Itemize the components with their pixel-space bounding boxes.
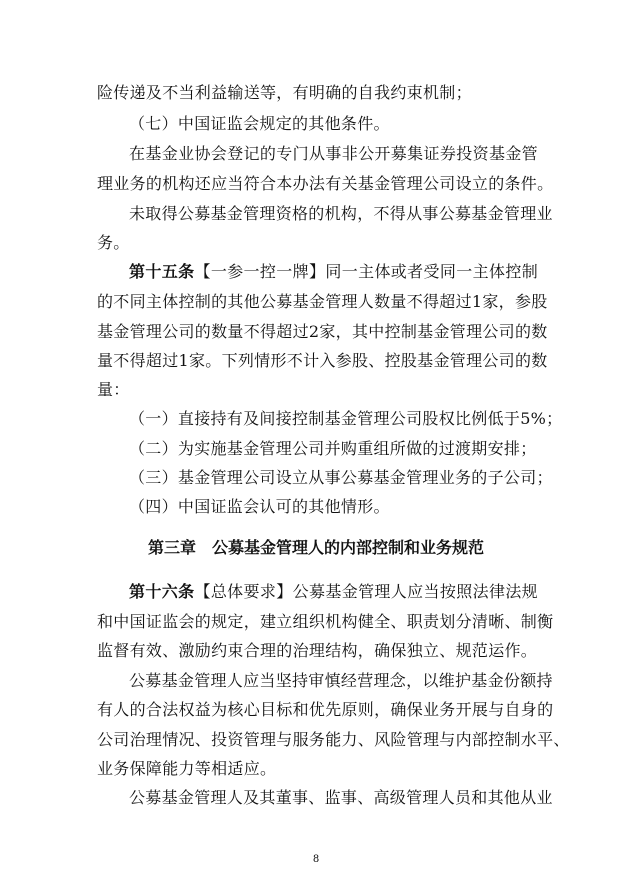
text-line: 公募基金管理人应当坚持审慎经营理念，以维护基金份额持 bbox=[129, 671, 553, 690]
article-text: 同一主体或者受同一主体控制 bbox=[325, 262, 539, 281]
text-line: 公募基金管理人及其董事、监事、高级管理人员和其他从业 bbox=[129, 788, 553, 807]
text-line: 量： bbox=[97, 380, 130, 399]
list-item: （七）中国证监会规定的其他条件。 bbox=[129, 114, 390, 133]
chapter-heading: 第三章 公募基金管理人的内部控制和业务规范 bbox=[147, 538, 484, 557]
text-line: 理业务的机构还应当符合本办法有关基金管理公司设立的条件。 bbox=[97, 174, 554, 193]
article-16-first-line bbox=[129, 580, 538, 604]
article-text: 公募基金管理人应当按照法律法规 bbox=[292, 582, 538, 601]
text-line: 务。 bbox=[97, 233, 130, 252]
text-line: 业务保障能力等相适应。 bbox=[97, 759, 277, 778]
text-line: 基金管理公司的数量不得超过2家，其中控制基金管理公司的数 bbox=[97, 322, 548, 341]
text-line: 有人的合法权益为核心目标和优先原则，确保业务开展与自身的 bbox=[97, 700, 554, 719]
text-line: 和中国证监会的规定，建立组织机构健全、职责划分清晰、制衡 bbox=[97, 612, 554, 631]
list-item: （一）直接持有及间接控制基金管理公司股权比例低于5%； bbox=[129, 409, 563, 428]
text-line: 未取得公募基金管理资格的机构，不得从事公募基金管理业 bbox=[129, 204, 553, 223]
text-line: 量不得超过1家。下列情形不计入参股、控股基金管理公司的数 bbox=[97, 351, 548, 370]
article-tag: 【总体要求】 bbox=[194, 582, 293, 601]
list-item: （二）为实施基金管理公司并购重组所做的过渡期安排； bbox=[129, 439, 537, 458]
text-line: 的不同主体控制的其他公募基金管理人数量不得超过1家，参股 bbox=[97, 292, 548, 311]
article-number: 第十五条 bbox=[129, 262, 195, 281]
text-line: 险传递及不当利益输送等，有明确的自我约束机制； bbox=[97, 83, 472, 102]
text-line: 监督有效、激励约束合理的治理结构，确保独立、规范运作。 bbox=[97, 641, 538, 660]
article-15-first-line bbox=[129, 260, 538, 284]
page-number: 8 bbox=[312, 854, 320, 865]
list-item: （四）中国证监会认可的其他情形。 bbox=[129, 497, 390, 516]
article-tag: 【一参一控一牌】 bbox=[194, 262, 326, 281]
list-item: （三）基金管理公司设立从事公募基金管理业务的子公司； bbox=[129, 468, 553, 487]
article-number: 第十六条 bbox=[129, 582, 195, 601]
text-line: 在基金业协会登记的专门从事非公开募集证券投资基金管 bbox=[129, 144, 538, 163]
text-line: 公司治理情况、投资管理与服务能力、风险管理与内部控制水平、 bbox=[97, 730, 570, 749]
